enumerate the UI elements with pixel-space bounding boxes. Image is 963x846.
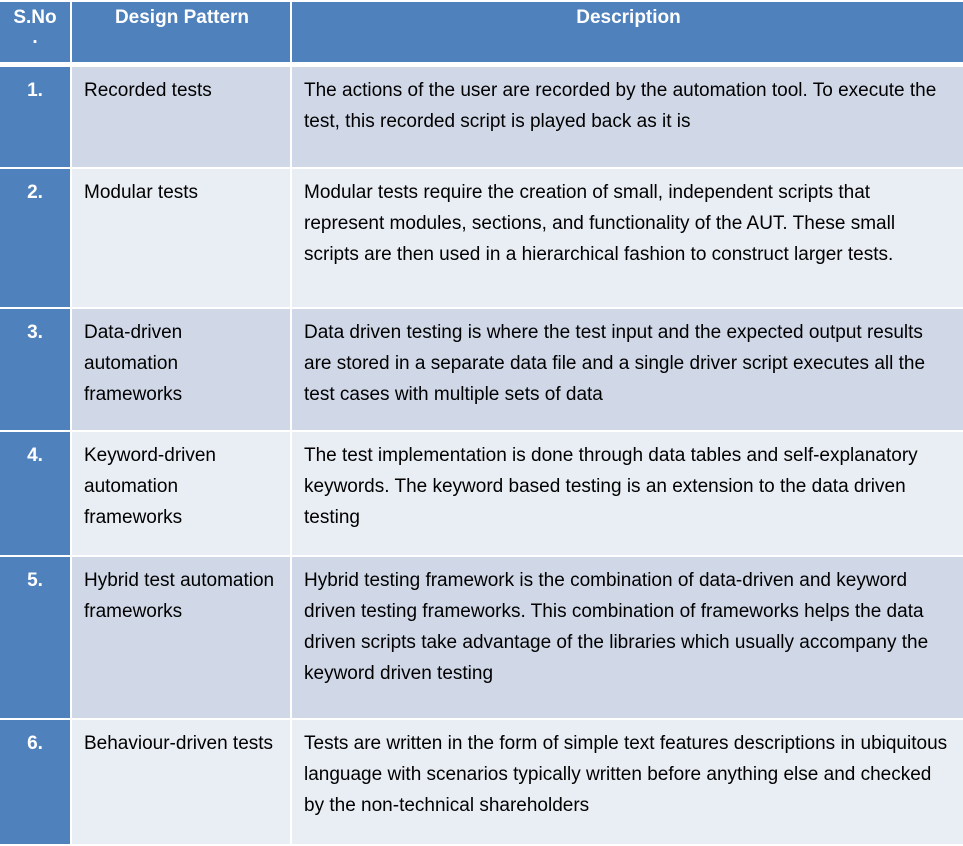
row-sno: 1. [0,67,72,169]
table-row [0,309,963,432]
row-pattern: Recorded tests [72,67,292,169]
table-row [0,557,963,720]
row-sno: 4. [0,432,72,557]
row-description: The test implementation is done through data tables and self-explanatory keywords. The keyword based testing is an extension to the data driven testing [292,432,963,557]
row-sno: 3. [0,309,72,432]
row-description: Hybrid testing framework is the combination of data-driven and keyword driven testing frameworks. This combination of frameworks helps the data driven scripts take advantage of the libraries which usually accompany the keyword driven testing [292,557,963,720]
table-row [0,169,963,309]
row-description: Data driven testing is where the test input and the expected output results are stored in a separate data file and a single driver script executes all the test cases with multiple sets of data [292,309,963,432]
row-pattern: Modular tests [72,169,292,309]
header-description-label: Description [576,7,681,28]
header-design-pattern-label: Design Pattern [114,7,250,28]
row-description: Tests are written in the form of simple text features descriptions in ubiquitous language with scenarios typically written before anything else and checked by the non-technical shareholders [292,720,963,846]
row-sno: 5. [0,557,72,720]
header-sno [0,2,72,64]
row-pattern: Keyword-driven automation frameworks [72,432,292,557]
row-sno: 2. [0,169,72,309]
row-pattern: Hybrid test automation frameworks [72,557,292,720]
header-sno-label: S.No . [13,7,57,48]
table-header-row [0,2,963,67]
row-description: Modular tests require the creation of small, independent scripts that represent modules, sections, and functionality of the AUT. These small scripts are then used in a hierarchical fashion to construct larger tests. [292,169,963,309]
header-description [292,2,963,64]
table-row [0,432,963,557]
table-row [0,67,963,169]
design-pattern-table [0,2,963,846]
row-pattern: Data-driven automation frameworks [72,309,292,432]
header-design-pattern [72,2,292,64]
row-pattern: Behaviour-driven tests [72,720,292,846]
table-row [0,720,963,846]
row-description: The actions of the user are recorded by the automation tool. To execute the test, this recorded script is played back as it is [292,67,963,169]
row-sno: 6. [0,720,72,846]
